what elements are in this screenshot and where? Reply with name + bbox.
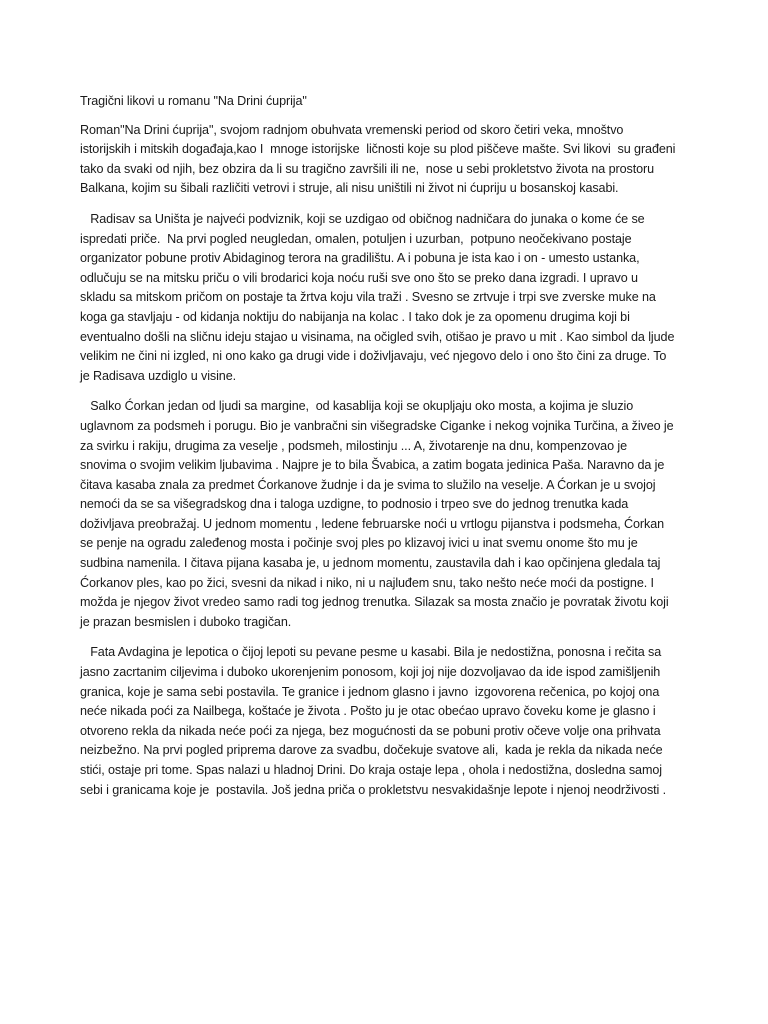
paragraph-fata: Fata Avdagina je lepotica o čijoj lepoti su pevane pesme u kasabi. Bila je nedostižna, ponosna i rečita sa jasno zacrtanim ciljevima i duboko ukorenjenim ponosom, koji joj nije dozvoljavao da ide ispod zamišljenih granica, koje je sama sebi postavila. Te granice i jednom glasno i javno izgovorena rečenica, po kojoj ona neće nikada poći za Nailbega, koštaće je života . Pošto ju je otac obećao upravo čoveku kome je glasno i otvoreno rekla da nikada neće poći za njega, bez mogućnosti da se pobuni protiv očeve volje ona prihvata neizbežno. Na prvi pogled priprema darove za svadbu, dočekuje svatove ali, kada je rekla da nikada neće stići, ostaje pri tome. Spas nalazi u hladnoj Drini. Do kraja ostaje lepa , ohola i nedostižna, dosledna samoj sebi i granicama koje je postavila. Još jedna priča o prokletstvu nesvakidašnje lepote i njenoj neodrživosti .	[80, 645, 667, 797]
paragraph-corkan: Salko Ćorkan jedan od ljudi sa margine, od kasablija koji se okupljaju oko mosta, a kojima je sluzio uglavnom za podsmeh i porugu. Bio je vanbračni sin višegradske Ciganke i nekog vojnika Turčina, a živeo je za svirku i rakiju, drugima za veselje , podsmeh, milostinju ... A, životarenje na dnu, kompenzovao je snovima o svojim velikim ljubavima . Najpre je to bila Švabica, a zatim bogata jedinica Paša. Naravno da je čitava kasaba znala za predmet Ćorkanove žudnje i da je svima to služilo na veselje. A Ćorkan je u svojoj nemoći da se sa višegradskog dna i taloga uzdigne, to podnosio i trpeo sve do jednog trenutka kada doživljava preobražaj. U jednom momentu , ledene februarske noći u vrtlogu pijanstva i podsmeha, Ćorkan se penje na ogradu zaleđenog mosta i počinje svoj ples po klizavoj ivici u inat svemu onome što mu je sudbina namenila. I čitava pijana kasaba je, u jednom momentu, zaustavila dah i kao opčinjena gledala taj Ćorkanov ples, kao po žici, svesni da nikad i niko, ni u najluđem snu, tako nešto neće moći da postigne. I možda je njegov život vredeo samo radi tog jednog trenutka. Silazak sa mosta značio je povratak životu koji je prazan besmislen i duboko tragičan.	[80, 399, 677, 629]
document-title: Tragični likovi u romanu "Na Drini ćuprija"	[80, 94, 307, 108]
document-body	[80, 92, 679, 811]
paragraph-radisav: Radisav sa Uništa je najveći podviznik, koji se uzdigao od običnog nadničara do junaka o kome će se ispredati priče. Na prvi pogled neugledan, omalen, potuljen i uzurban, potpuno neočekivano postaje organizator pobune protiv Abidaginog terora na gradilištu. A i pobuna je ista kao i on - umesto ustanka, odlučuju se na mitsku priču o vili brodarici koja noću ruši sve ono što se preko dana izgradi. I upravo u skladu sa mitskom pričom on postaje ta žrtva koju vila traži . Svesno se zrtvuje i trpi sve zverske muke na koga ga stavljaju - od kidanja noktiju do nabijanja na kolac . I tako dok je za opomenu drugima koji bi eventualno došli na sličnu ideju stajao u visinama, na očigled svih, otišao je pravo u mit . Kao simbol da ljude velikim ne čini ni izgled, ni ono kako ga drugi vide i doživljavaju, već njegovo delo i ono što čini za druge. To je Radisava uzdiglo u visine.	[80, 211, 678, 383]
paragraph-intro: Roman"Na Drini ćuprija", svojom radnjom obuhvata vremenski period od skoro četiri veka, mnoštvo istorijskih i mitskih događaja,kao I mnoge istorijske ličnosti koje su plod piščeve mašte. Svi likovi su građeni tako da svaki od njih, bez obzira da li su tragično završili ili ne, nose u sebi prokletstvo života na prostoru Balkana, kojim su šibali različiti vetrovi i struje, ali nisu uništili ni život ni ćupriju u bosanskoj kasabi.	[80, 122, 679, 196]
